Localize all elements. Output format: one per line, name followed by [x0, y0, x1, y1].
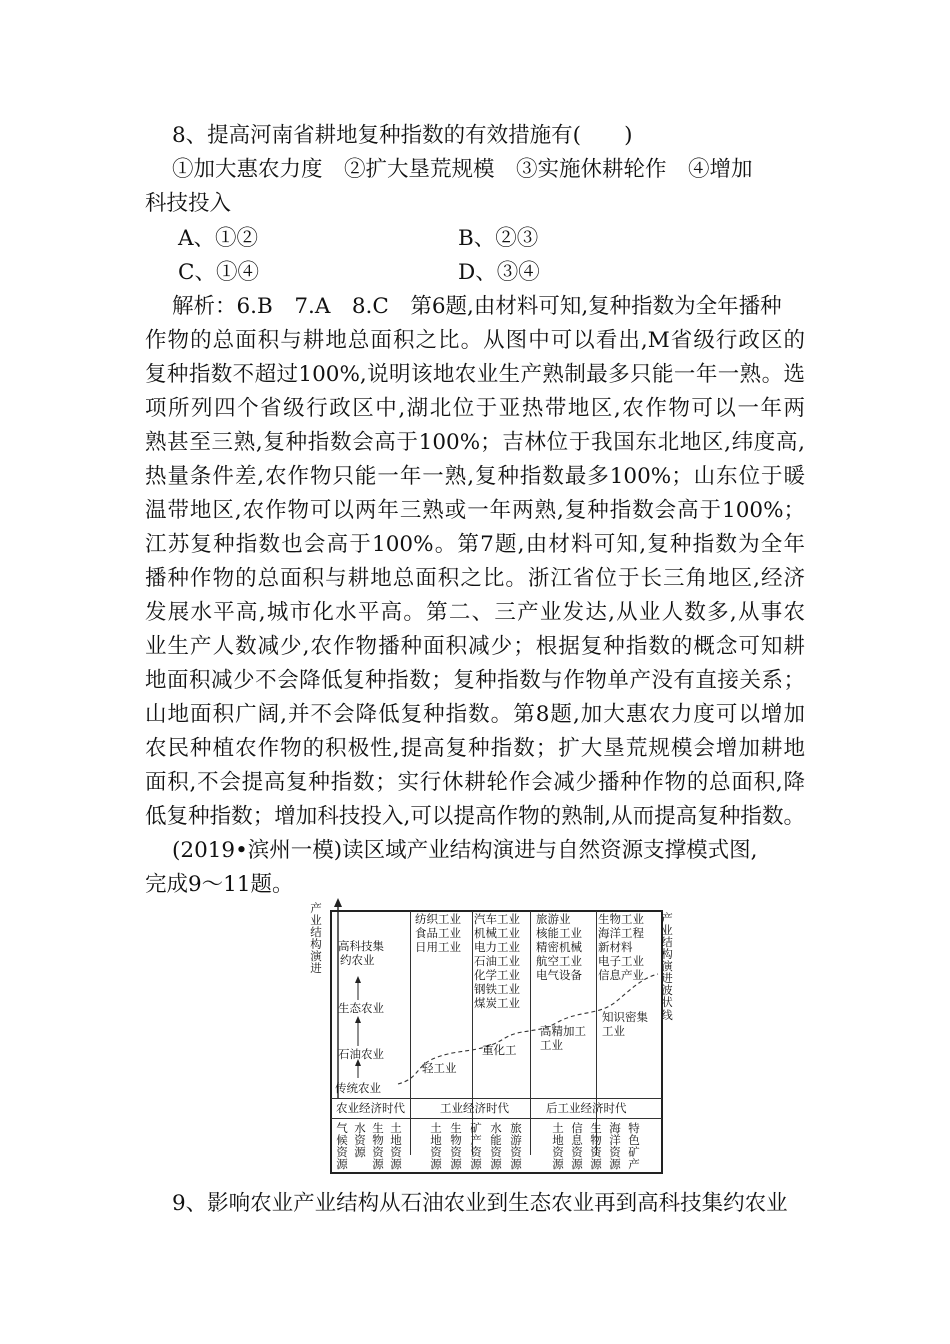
analysis-line: 热量条件差,农作物只能一年一熟,复种指数最多100%；山东位于暖 — [145, 464, 805, 489]
q8-stem: 8、提高河南省耕地复种指数的有效措施有( ) — [172, 123, 633, 148]
resource-label: 信息资源 — [571, 1121, 583, 1172]
analysis-line: 地面积减少不会降低复种指数；复种指数与作物单产没有直接关系； — [145, 668, 805, 693]
resource-label: 矿产资源 — [470, 1121, 482, 1172]
agri-trad: 传统农业 — [335, 1081, 381, 1095]
stage-heavy: 重化工 — [482, 1043, 517, 1057]
analysis-line: 江苏复种指数也会高于100%。第7题,由材料可知,复种指数为全年 — [145, 532, 805, 557]
intro-line: (2019•滨州一模)读区域产业结构演进与自然资源支撑模式图, — [172, 838, 758, 863]
col2-item: 电力工业 — [474, 940, 520, 954]
col4-item: 信息产业 — [598, 968, 644, 982]
resource-label: 水能资源 — [490, 1121, 502, 1172]
col2-item: 钢铁工业 — [474, 982, 520, 996]
resource-label: 生物资源 — [372, 1121, 384, 1172]
q8-items-cont: 科技投入 — [145, 191, 232, 216]
agri-high-tech-2: 约农业 — [340, 953, 375, 967]
agri-eco: 生态农业 — [338, 1001, 384, 1015]
analysis-line: 播种作物的总面积与耕地总面积之比。浙江省位于长三角地区,经济 — [145, 566, 805, 591]
col4-item: 生物工业 — [598, 912, 644, 926]
analysis-line: 项所列四个省级行政区中,湖北位于亚热带地区,农作物可以一年两 — [145, 396, 805, 421]
col3-item: 旅游业 — [536, 912, 571, 926]
stage-knowledge-1: 知识密集 — [602, 1010, 648, 1024]
resource-label: 气候资源 — [336, 1121, 348, 1172]
analysis-line: 发展水平高,城市化水平高。第二、三产业发达,从业人数多,从事农 — [145, 600, 805, 625]
stage-precision-1: 高精加工 — [540, 1024, 586, 1038]
analysis-line: 温带地区,农作物可以两年三熟或一年两熟,复种指数会高于100%； — [145, 498, 805, 523]
q8-option-d: D、③④ — [458, 260, 540, 285]
era-industrial: 工业经济时代 — [440, 1101, 509, 1115]
analysis-line: 面积,不会提高复种指数；实行休耕轮作会减少播种作物的总面积,降 — [145, 770, 805, 795]
analysis-line: 农民种植农作物的积极性,提高复种指数；扩大垦荒规模会增加耕地 — [145, 736, 805, 761]
analysis-line: 熟甚至三熟,复种指数会高于100%；吉林位于我国东北地区,纬度高, — [145, 430, 805, 455]
resource-label: 土地资源 — [430, 1121, 442, 1172]
col2-item: 汽车工业 — [474, 912, 520, 926]
col2-item: 煤炭工业 — [474, 996, 520, 1010]
col4-item: 新材料 — [598, 940, 633, 954]
resource-label: 土地资源 — [552, 1121, 564, 1172]
resource-label: 生物资源 — [450, 1121, 462, 1172]
era-agri: 农业经济时代 — [336, 1101, 405, 1115]
col1-item: 纺织工业 — [415, 912, 461, 926]
q8-option-c: C、①④ — [178, 260, 259, 285]
col4-item: 海洋工程 — [598, 926, 644, 940]
stage-precision-2: 工业 — [540, 1038, 563, 1052]
col3-item: 核能工业 — [536, 926, 582, 940]
resource-label: 水资源 — [354, 1121, 366, 1160]
resource-label: 生物资源 — [590, 1121, 602, 1172]
col4-item: 电子工业 — [598, 954, 644, 968]
analysis-line: 业生产人数减少,农作物播种面积减少；根据复种指数的概念可知耕 — [145, 634, 805, 659]
col3-item: 电气设备 — [536, 968, 582, 982]
q8-option-a: A、①② — [178, 226, 259, 251]
q8-items: ①加大惠农力度 ②扩大垦荒规模 ③实施休耕轮作 ④增加 — [172, 157, 753, 182]
intro-line: 完成9～11题。 — [145, 872, 294, 897]
agri-high-tech-1: 高科技集 — [338, 939, 384, 953]
analysis-line: 作物的总面积与耕地总面积之比。从图中可以看出,M省级行政区的 — [145, 328, 805, 353]
col3-item: 精密机械 — [536, 940, 582, 954]
y-axis-label: 产业结构演进 — [310, 901, 322, 976]
era-divider — [331, 1118, 662, 1119]
col2-item: 机械工业 — [474, 926, 520, 940]
col3-item: 航空工业 — [536, 954, 582, 968]
col2-item: 石油工业 — [474, 954, 520, 968]
analysis-line: 解析：6.B 7.A 8.C 第6题,由材料可知,复种指数为全年播种 — [172, 294, 782, 319]
col2-item: 化学工业 — [474, 968, 520, 982]
analysis-line: 低复种指数；增加科技投入,可以提高作物的熟制,从而提高复种指数。 — [145, 804, 805, 829]
resource-label: 土地资源 — [390, 1121, 402, 1172]
industry-structure-figure — [300, 898, 675, 1180]
col1-item: 日用工业 — [415, 940, 461, 954]
resource-label: 海洋资源 — [609, 1121, 621, 1172]
stage-knowledge-2: 工业 — [602, 1024, 625, 1038]
curve-label: 产业结构演进波状线 — [661, 911, 673, 1022]
era-post-industrial: 后工业经济时代 — [546, 1101, 627, 1115]
q8-option-b: B、②③ — [458, 226, 539, 251]
q9-stem: 9、影响农业产业结构从石油农业到生态农业再到高科技集约农业 — [172, 1191, 788, 1216]
era-divider — [331, 1098, 662, 1099]
resource-label: 旅游资源 — [510, 1121, 522, 1172]
agri-petro: 石油农业 — [338, 1047, 384, 1061]
stage-light: 轻工业 — [422, 1061, 457, 1075]
analysis-line: 山地面积广阔,并不会降低复种指数。第8题,加大惠农力度可以增加 — [145, 702, 805, 727]
resource-label: 特色矿产 — [628, 1121, 640, 1172]
col1-item: 食品工业 — [415, 926, 461, 940]
analysis-line: 复种指数不超过100%,说明该地农业生产熟制最多只能一年一熟。选 — [145, 362, 805, 387]
